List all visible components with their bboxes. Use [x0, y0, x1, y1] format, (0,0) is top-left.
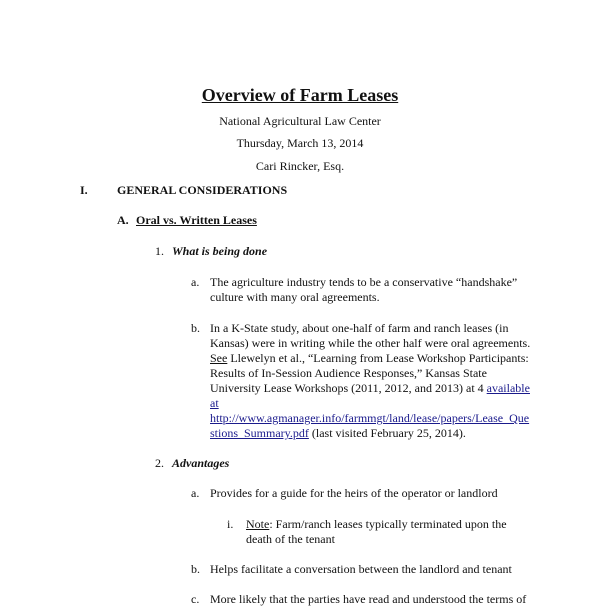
item-1a-marker: a. [191, 275, 200, 289]
item-1a-paragraph [210, 275, 540, 305]
text-line: Kansas) were in writing while the other half were oral agreements. [210, 336, 531, 350]
item-1-marker: 1. [155, 244, 164, 258]
text-line [210, 381, 555, 396]
item-1-heading: What is being done [172, 244, 268, 258]
item-2a-text: Provides for a guide for the heirs of the operator or landlord [210, 486, 498, 500]
item-1b-paragraph [210, 321, 555, 441]
section-heading: GENERAL CONSIDERATIONS [117, 183, 288, 197]
item-2b-text: Helps facilitate a conversation between the landlord and tenant [210, 562, 512, 576]
available-at-link[interactable]: available [486, 381, 530, 395]
text-line [210, 426, 555, 441]
item-2ai-paragraph [246, 517, 556, 547]
document-title: Overview of Farm Leases [201, 85, 399, 105]
available-at-link[interactable]: at [210, 396, 219, 410]
text-line [210, 411, 555, 426]
item-2-marker: 2. [155, 456, 164, 470]
item-2b-marker: b. [191, 562, 200, 576]
text-line [210, 396, 555, 411]
item-2a-marker: a. [191, 486, 200, 500]
organization-line: National Agricultural Law Center [219, 114, 381, 128]
item-2c-text: More likely that the parties have read and understood the terms of [210, 592, 527, 606]
source-url-link[interactable]: stions_Summary.pdf [210, 426, 309, 440]
text-line: death of the tenant [246, 532, 335, 546]
text-line: In a K-State study, about one-half of farm and ranch leases (in [210, 321, 509, 335]
text-span: Llewelyn et al., “Learning from Lease Workshop Participants: [227, 351, 529, 365]
source-url-link[interactable]: http://www.agmanager.info/farmmgt/land/lease/papers/Lease_Que [210, 411, 530, 425]
text-line [246, 517, 556, 532]
item-1b-marker: b. [191, 321, 200, 335]
author-line: Cari Rincker, Esq. [255, 159, 345, 173]
text-span: : Farm/ranch leases typically terminated upon the [269, 517, 507, 531]
text-line: culture with many oral agreements. [210, 290, 380, 304]
date-line: Thursday, March 13, 2014 [236, 136, 364, 150]
text-line: The agriculture industry tends to be a conservative “handshake” [210, 275, 518, 289]
text-span: University Lease Workshops (2011, 2012, and 2013) at 4 [210, 381, 487, 395]
item-2c-marker: c. [191, 592, 200, 606]
subsection-a-heading: Oral vs. Written Leases [136, 213, 257, 227]
text-line [210, 351, 555, 366]
item-2-heading: Advantages [172, 456, 230, 470]
text-span: (last visited February 25, 2014). [308, 426, 466, 440]
see-signal: See [210, 351, 228, 365]
text-line: Results of In-Session Audience Responses,” Kansas State [210, 366, 487, 380]
item-2ai-marker: i. [227, 517, 234, 531]
note-label: Note [246, 517, 270, 531]
subsection-a-marker: A. [117, 213, 129, 227]
section-numeral: I. [80, 183, 88, 197]
